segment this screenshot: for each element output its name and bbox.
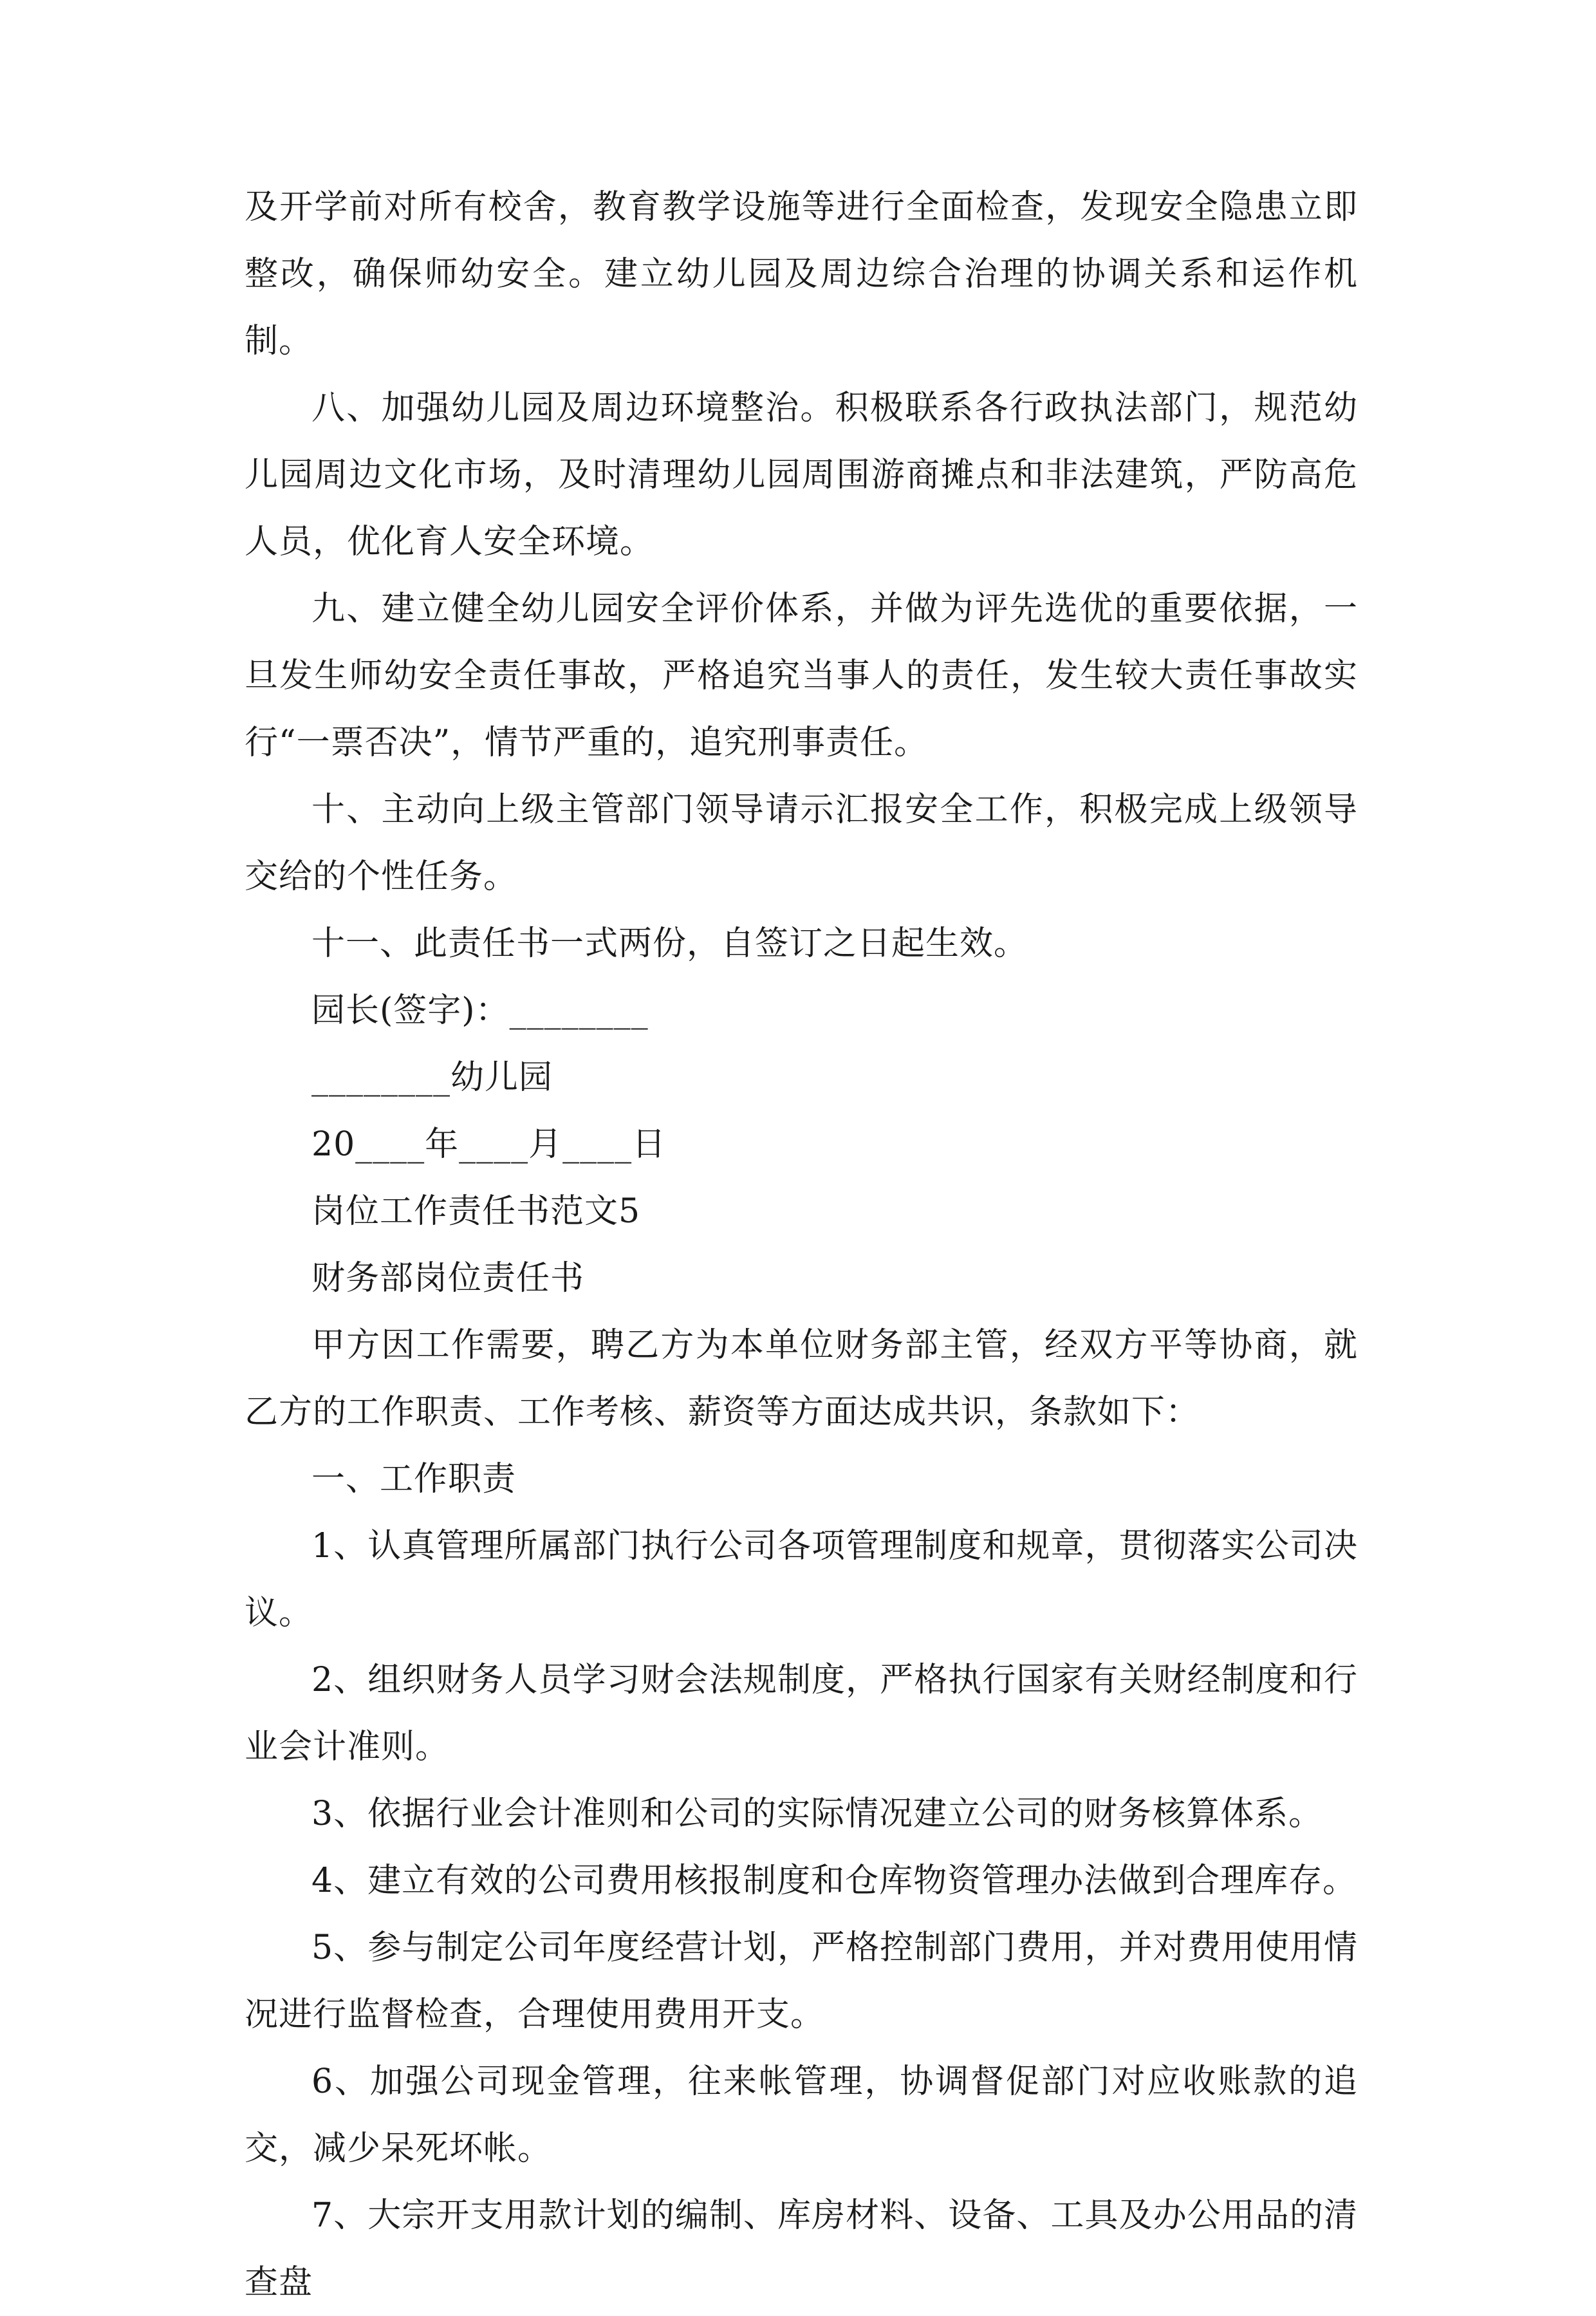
date-line: 20____年____月____日 — [311, 1125, 667, 1164]
paragraph-intro: 甲方因工作需要，聘乙方为本单位财务部主管，经双方平等协商，就乙方的工作职责、工作考核、薪资等方面达成共识，条款如下： — [245, 1326, 1358, 1432]
subheading-duties: 一、工作职责 — [311, 1460, 517, 1499]
paragraph-continuation: 及开学前对所有校舍，教育教学设施等进行全面检查，发现安全隐患立即整改，确保师幼安全。建立幼儿园及周边综合治理的协调关系和运作机制。 — [245, 188, 1358, 360]
duty-item-4: 4、建立有效的公司费用核报制度和仓库物资管理办法做到合理库存。 — [311, 1862, 1357, 1900]
document-body — [245, 174, 1358, 2316]
duty-item-3: 3、依据行业会计准则和公司的实际情况建立公司的财务核算体系。 — [311, 1795, 1323, 1833]
duty-item-7: 7、大宗开支用款计划的编制、库房材料、设备、工具及办公用品的清查盘 — [245, 2196, 1358, 2302]
paragraph-item-8: 八、加强幼儿园及周边环境整治。积极联系各行政执法部门，规范幼儿园周边文化市场，及时清理幼儿园周围游商摊点和非法建筑，严防高危人员，优化育人安全环境。 — [245, 389, 1358, 561]
document-title-finance: 财务部岗位责任书 — [311, 1259, 585, 1298]
paragraph-item-11: 十一、此责任书一式两份，自签订之日起生效。 — [311, 924, 1028, 963]
duty-item-5: 5、参与制定公司年度经营计划，严格控制部门费用，并对费用使用情况进行监督检查，合理使用费用开支。 — [245, 1928, 1358, 2034]
paragraph-item-10: 十、主动向上级主管部门领导请示汇报安全工作，积极完成上级领导交给的个性任务。 — [245, 790, 1358, 896]
duty-item-2: 2、组织财务人员学习财会法规制度，严格执行国家有关财经制度和行业会计准则。 — [245, 1661, 1358, 1766]
paragraph-item-9: 九、建立健全幼儿园安全评价体系，并做为评先选优的重要依据，一旦发生师幼安全责任事故，严格追究当事人的责任，发生较大责任事故实行“一票否决”，情节严重的，追究刑事责任。 — [245, 590, 1358, 762]
duty-item-1: 1、认真管理所属部门执行公司各项管理制度和规章，贯彻落实公司决议。 — [245, 1527, 1358, 1632]
signature-line-kindergarten: ________幼儿园 — [311, 1058, 553, 1097]
signature-line-director: 园长(签字)：________ — [311, 991, 649, 1030]
section-heading-sample-5: 岗位工作责任书范文5 — [311, 1192, 641, 1231]
duty-item-6: 6、加强公司现金管理，往来帐管理，协调督促部门对应收账款的追交，减少呆死坏帐。 — [245, 2062, 1358, 2168]
